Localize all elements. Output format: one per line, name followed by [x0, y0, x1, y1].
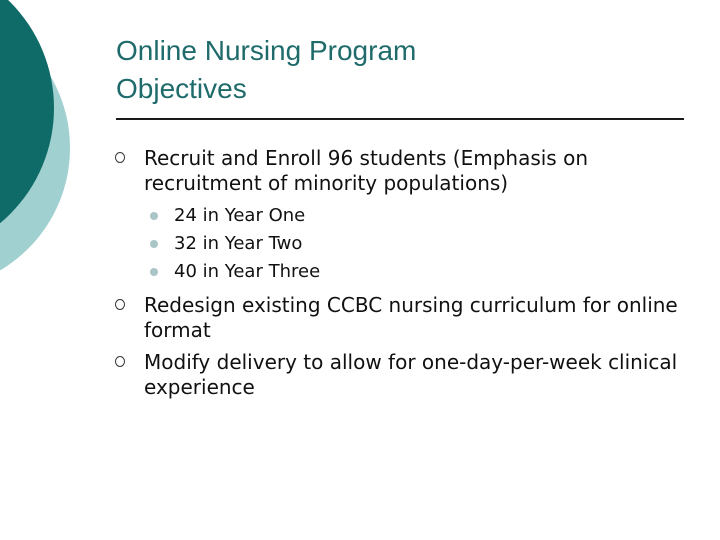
decorative-circles [0, 0, 120, 300]
sub-item-text: 24 in Year One [174, 205, 306, 226]
objective-text: Recruit and Enroll 96 students (Emphasis on recruitment of minority populations) [144, 146, 588, 195]
sub-item-text: 40 in Year Three [174, 261, 321, 282]
dot-bullet-icon [150, 268, 158, 276]
objectives-list [116, 146, 696, 400]
sub-item [146, 202, 696, 230]
objective-item [116, 293, 696, 343]
title-line-2: Objectives [116, 73, 247, 104]
sub-item [146, 258, 696, 286]
sub-item [146, 230, 696, 258]
enrollment-sublist [144, 202, 696, 286]
dot-bullet-icon [150, 240, 158, 248]
objective-item [116, 350, 696, 400]
slide-title [116, 32, 676, 108]
sub-item-text: 32 in Year Two [174, 233, 303, 254]
objective-item [116, 146, 696, 286]
objective-text: Redesign existing CCBC nursing curriculum for online format [144, 293, 678, 342]
dot-bullet-icon [150, 212, 158, 220]
ring-bullet-icon [115, 299, 125, 310]
title-divider [116, 118, 684, 120]
ring-bullet-icon [115, 356, 125, 367]
objective-text: Modify delivery to allow for one-day-per-week clinical experience [144, 350, 678, 399]
title-line-1: Online Nursing Program [116, 35, 417, 66]
ring-bullet-icon [115, 152, 125, 163]
